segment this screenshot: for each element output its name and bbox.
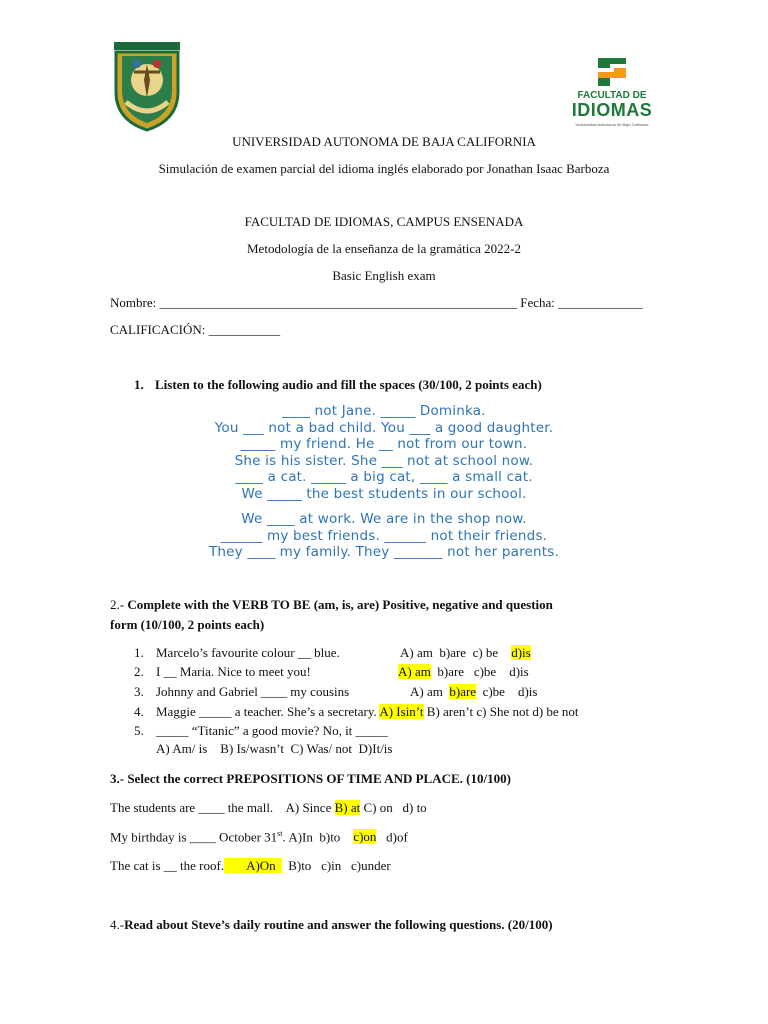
option-d[interactable]: d)is	[509, 664, 529, 679]
section1-title: Listen to the following audio and fill the spaces (30/100, 2 points each)	[155, 377, 542, 392]
preposition-question-2: My birthday is ____ October 31st. A)In b)to c)on d)of	[110, 829, 408, 845]
question-text: I __ Maria. Nice to meet you!	[156, 664, 311, 679]
logo-main-text: IDIOMAS	[571, 100, 653, 120]
section2-prefix: 2.-	[110, 597, 128, 612]
verb-question-5-options	[156, 741, 392, 757]
option-c[interactable]: c)be	[473, 664, 497, 679]
option-b[interactable]: b)to	[319, 829, 341, 845]
verb-question-5	[134, 723, 388, 739]
option-d-selected[interactable]: d)is	[511, 645, 531, 660]
item-number: 4.	[134, 704, 144, 719]
question-text: Maggie _____ a teacher. She’s a secretary.	[156, 704, 377, 719]
faculty-title: FACULTAD DE IDIOMAS, CAMPUS ENSENADA	[244, 214, 524, 229]
audio-line-2: You ___ not a bad child. You ___ a good daughter.	[214, 420, 554, 436]
exam-title: Basic English exam	[332, 268, 436, 283]
section1-heading	[134, 377, 542, 393]
section2-title-line2: form (10/100, 2 points each)	[110, 617, 265, 632]
option-c[interactable]: c)in	[321, 858, 342, 873]
name-label: Nombre:	[110, 295, 157, 310]
option-a-selected[interactable]: A) am	[398, 664, 431, 679]
option-d[interactable]: D)It/is	[358, 741, 393, 756]
option-c[interactable]: C) Was/ not	[290, 741, 353, 756]
option-a-selected[interactable]	[224, 858, 282, 873]
item-number: 2.	[134, 664, 144, 679]
audio-line-6: We _____ the best students in our school.	[241, 486, 527, 502]
verb-question-3	[134, 684, 537, 700]
option-d[interactable]: d) to	[402, 800, 427, 815]
grade-row	[110, 322, 280, 338]
audio-line-4: She is his sister. She ___ not at school now.	[234, 453, 534, 469]
preposition-question-1	[110, 800, 427, 816]
section3-heading: 3.- Select the correct PREPOSITIONS OF TIME AND PLACE. (10/100)	[110, 771, 511, 786]
name-row	[110, 295, 643, 311]
name-field[interactable]: _______________________________________________________	[159, 295, 517, 310]
option-b[interactable]: B) Is/wasn’t	[220, 741, 284, 756]
exam-subtitle: Simulación de examen parcial del idioma inglés elaborado por Jonathan Isaac Barboza	[158, 161, 610, 176]
audio-line-7: We ____ at work. We are in the shop now.	[241, 511, 527, 527]
option-a[interactable]: A) Am/ is	[156, 741, 208, 756]
option-b[interactable]: b)are	[437, 664, 465, 679]
question-text: The students are ____ the mall.	[110, 800, 274, 815]
item-number: 3.	[134, 684, 144, 699]
grade-field[interactable]: ___________	[208, 322, 281, 337]
option-a-selected[interactable]: A) Isin’t	[379, 704, 424, 719]
uabc-logo	[112, 40, 182, 132]
option-a[interactable]: A) am	[410, 684, 443, 699]
section2-heading	[110, 597, 553, 613]
option-b-selected[interactable]: b)are	[449, 684, 477, 699]
option-b[interactable]: b)are	[439, 645, 467, 660]
option-c[interactable]: c) be	[472, 645, 499, 660]
option-d[interactable]: d)of	[386, 829, 408, 845]
logo-top-text: FACULTAD DE	[577, 90, 647, 101]
option-b[interactable]: B) aren’t	[426, 704, 474, 719]
date-field[interactable]: _____________	[558, 295, 643, 310]
option-d[interactable]: d) be not	[532, 704, 579, 719]
audio-line-5: ____ a cat. _____ a big cat, ____ a small cat.	[235, 469, 533, 485]
course-title: Metodología de la enseñanza de la gramática 2022-2	[247, 241, 521, 256]
facultad-idiomas-logo	[566, 54, 658, 134]
option-c[interactable]: c)be	[482, 684, 505, 699]
question-text: Marcelo’s favourite colour __ blue.	[156, 645, 340, 660]
section4-heading	[110, 917, 553, 933]
question-text: Johnny and Gabriel ____ my cousins	[156, 684, 350, 699]
option-a[interactable]: A)In	[288, 829, 313, 845]
option-d[interactable]: c)under	[351, 858, 391, 873]
option-a[interactable]: A) am	[400, 645, 433, 660]
option-c-selected[interactable]: c)on	[353, 829, 377, 845]
verb-question-4	[134, 704, 579, 720]
option-d[interactable]: d)is	[517, 684, 538, 699]
option-c[interactable]: c) She not	[476, 704, 530, 719]
superscript: st	[277, 829, 283, 838]
item-number: 1.	[134, 645, 144, 660]
question-text: _____ “Titanic” a good movie? No, it _____	[156, 723, 389, 738]
option-b-selected[interactable]: B) at	[334, 800, 361, 815]
section2-title-line1: Complete with the VERB TO BE (am, is, are) Positive, negative and question	[127, 597, 553, 612]
section4-prefix: 4.-	[110, 917, 125, 932]
section4-title: Read about Steve’s daily routine and answer the following questions. (20/100)	[124, 917, 553, 932]
preposition-question-3	[110, 858, 391, 874]
audio-line-8: ______ my best friends. ______ not their friends.	[220, 528, 548, 544]
verb-question-2	[134, 664, 529, 680]
audio-line-3: _____ my friend. He __ not from our town.	[240, 436, 528, 452]
logo-small-text: Universidad Autónoma de Baja California	[575, 122, 649, 127]
section1-number: 1.	[134, 377, 144, 392]
date-label: Fecha:	[520, 295, 555, 310]
audio-line-1: ____ not Jane. _____ Dominka.	[282, 403, 486, 419]
item-number: 5.	[134, 723, 144, 738]
question-text: My birthday is ____ October 31	[110, 829, 278, 845]
option-a[interactable]: A) Since	[285, 800, 332, 815]
university-title: UNIVERSIDAD AUTONOMA DE BAJA CALIFORNIA	[232, 134, 536, 149]
verb-question-1	[134, 645, 531, 661]
option-c[interactable]: C) on	[363, 800, 393, 815]
option-a-label: A)On	[246, 858, 276, 873]
grade-label: CALIFICACIÓN:	[110, 322, 206, 337]
option-b[interactable]: B)to	[288, 858, 312, 873]
audio-line-9: They ____ my family. They _______ not her parents.	[208, 544, 560, 560]
question-text: The cat is __ the roof.	[110, 858, 225, 873]
